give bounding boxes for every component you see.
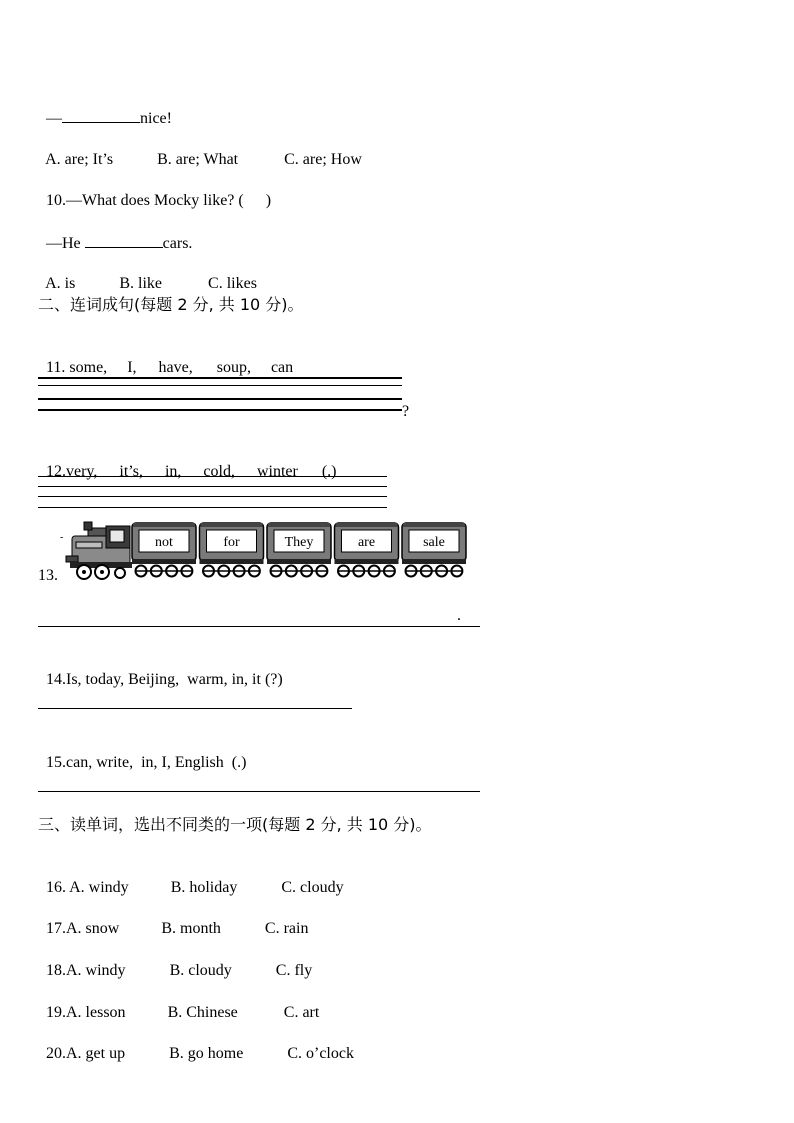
locomotive bbox=[60, 522, 132, 579]
q10-answer-suffix: cars. bbox=[162, 235, 193, 252]
q15-number: 15. bbox=[46, 754, 66, 771]
q10-paren-close: ) bbox=[265, 192, 272, 209]
train-cars bbox=[132, 523, 466, 577]
svg-text:-: - bbox=[60, 532, 64, 543]
q15-prompt bbox=[38, 733, 246, 773]
q9-option-c[interactable]: C. are; How bbox=[284, 151, 362, 168]
q11-word: soup, bbox=[216, 359, 251, 376]
q12-writing-line[interactable] bbox=[38, 476, 387, 477]
train-car bbox=[200, 523, 264, 577]
q15-text: can, write, in, I, English (.) bbox=[66, 754, 247, 771]
q12-word: it’s, bbox=[119, 463, 143, 480]
q12-word: in, bbox=[164, 463, 182, 480]
q14-writing-line[interactable] bbox=[38, 708, 352, 709]
q18-option-a[interactable]: A. windy bbox=[66, 962, 126, 979]
q18-row bbox=[38, 941, 312, 981]
q12-writing-line[interactable] bbox=[38, 496, 387, 497]
q19-option-a[interactable]: A. lesson bbox=[66, 1004, 126, 1021]
q11-writing-line[interactable] bbox=[38, 385, 402, 386]
q13-number: 13. bbox=[38, 567, 58, 584]
q18-option-b[interactable]: B. cloudy bbox=[169, 962, 232, 979]
train-car bbox=[267, 523, 331, 577]
q13-end-mark: . bbox=[457, 607, 461, 624]
q16-option-b[interactable]: B. holiday bbox=[170, 879, 238, 896]
q16-option-a[interactable]: A. windy bbox=[69, 879, 129, 896]
train-car bbox=[402, 523, 466, 577]
q10-question-text: —What does Mocky like? ( bbox=[66, 192, 244, 209]
q12-word: winter bbox=[256, 463, 298, 480]
q11-writing-line[interactable] bbox=[38, 398, 402, 400]
q9-suffix: nice! bbox=[140, 110, 172, 127]
q9-answer-line bbox=[38, 88, 172, 129]
q12-word: (.) bbox=[321, 463, 337, 480]
q14-number: 14. bbox=[46, 671, 66, 688]
q10-answer-prefix: —He bbox=[46, 235, 81, 252]
q16-number: 16. bbox=[46, 879, 66, 896]
q13-writing-line[interactable] bbox=[38, 626, 480, 627]
q18-number: 18. bbox=[46, 962, 66, 979]
q12-writing-line[interactable] bbox=[38, 486, 387, 487]
q12-word: very, bbox=[66, 463, 98, 480]
q17-option-a[interactable]: A. snow bbox=[66, 920, 120, 937]
q10-answer-line bbox=[38, 213, 192, 254]
q20-option-c[interactable]: C. o’clock bbox=[287, 1045, 354, 1062]
train-car bbox=[132, 523, 196, 577]
q11-word: have, bbox=[158, 359, 193, 376]
q20-option-b[interactable]: B. go home bbox=[169, 1045, 244, 1062]
q20-number: 20. bbox=[46, 1045, 66, 1062]
q11-writing-line[interactable] bbox=[38, 377, 402, 379]
q16-option-c[interactable]: C. cloudy bbox=[281, 879, 344, 896]
q12-writing-line[interactable] bbox=[38, 507, 387, 508]
q9-option-a[interactable]: A. are; It’s bbox=[45, 151, 114, 168]
q14-text: Is, today, Beijing, warm, in, it (?) bbox=[66, 671, 283, 688]
q11-word: can bbox=[270, 359, 294, 376]
q18-option-c[interactable]: C. fly bbox=[275, 962, 313, 979]
q9-dash: — bbox=[46, 110, 62, 127]
q15-writing-line[interactable] bbox=[38, 791, 480, 792]
q16-row bbox=[38, 858, 344, 898]
q12-number: 12. bbox=[46, 463, 66, 480]
train-car-word: They bbox=[284, 535, 314, 550]
q9-option-b[interactable]: B. are; What bbox=[157, 151, 239, 168]
q19-option-c[interactable]: C. art bbox=[283, 1004, 320, 1021]
train-car bbox=[335, 523, 399, 577]
q11-word: some, bbox=[69, 359, 108, 376]
q12-word: cold, bbox=[203, 463, 235, 480]
q10-option-b[interactable]: B. like bbox=[119, 275, 163, 292]
q17-option-c[interactable]: C. rain bbox=[264, 920, 309, 937]
q14-prompt bbox=[38, 650, 283, 690]
q17-option-b[interactable]: B. month bbox=[161, 920, 221, 937]
q11-writing-line[interactable] bbox=[38, 409, 402, 411]
q19-number: 19. bbox=[46, 1004, 66, 1021]
q17-number: 17. bbox=[46, 920, 66, 937]
q19-row bbox=[38, 983, 319, 1023]
q19-option-b[interactable]: B. Chinese bbox=[167, 1004, 238, 1021]
q11-prompt bbox=[38, 338, 293, 378]
q10-option-a[interactable]: A. is bbox=[45, 275, 76, 292]
q11-end-mark: ? bbox=[402, 403, 410, 420]
q9-blank[interactable] bbox=[62, 108, 140, 123]
q10-option-c[interactable]: C. likes bbox=[208, 275, 257, 292]
q10-number: 10. bbox=[46, 192, 66, 209]
q11-number: 11. bbox=[46, 359, 66, 376]
q11-word: I, bbox=[127, 359, 137, 376]
section3-heading: 三、读单词，选出不同类的一项(每题 2 分, 共 10 分)。 bbox=[38, 815, 432, 834]
q20-row bbox=[38, 1024, 354, 1064]
q10-blank[interactable] bbox=[85, 233, 163, 248]
train-car-word: are bbox=[357, 535, 376, 550]
section2-heading: 二、连词成句(每题 2 分, 共 10 分)。 bbox=[38, 295, 304, 314]
train-illustration bbox=[62, 520, 470, 582]
train-car-word: sale bbox=[423, 535, 445, 550]
train-car-word: for bbox=[223, 535, 240, 550]
train-car-word: not bbox=[155, 535, 173, 550]
q9-options bbox=[38, 130, 362, 170]
q10-question bbox=[38, 171, 271, 211]
q10-options bbox=[38, 254, 257, 294]
q20-option-a[interactable]: A. get up bbox=[66, 1045, 126, 1062]
q17-row bbox=[38, 899, 308, 939]
